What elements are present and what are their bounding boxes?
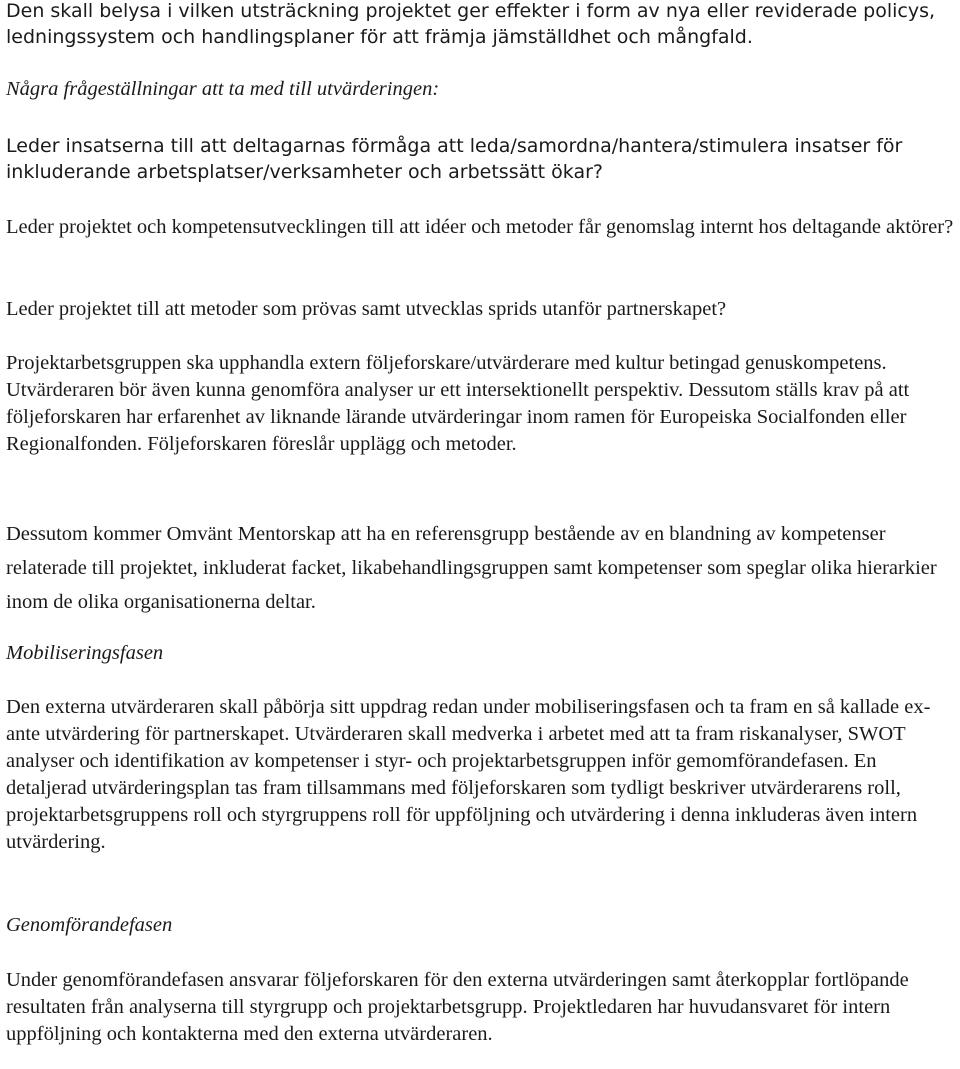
procurement-paragraph: Projektarbetsgruppen ska upphandla extern följeforskare/utvärderare med kultur betingad genuskompetens. Utvärderaren bör även kunna genomföra analyser ur ett intersektionellt perspektiv. Dessutom ställs krav på att följeforskaren har erfarenhet av liknande lärande utvärderingar inom ramen för Europeiska Socialfonden eller Regionalfonden. Följeforskaren föreslår upplägg och metoder. [6, 352, 910, 455]
question-1: Leder insatserna till att deltagarnas förmåga att leda/samordna/hantera/stimulera insatser för inkluderande arbetsplatser/verksamheter och arbetssätt ökar? [6, 135, 903, 183]
questions-heading: Några frågeställningar att ta med till utvärderingen: [6, 78, 440, 100]
intro-paragraph: Den skall belysa i vilken utsträckning projektet ger effekter i form av nya eller reviderade policys, ledningssystem och handlingsplaner för att främja jämställdhet och mångfald. [6, 0, 936, 48]
mobilization-heading: Mobiliseringsfasen [6, 642, 164, 664]
question-2: Leder projektet och kompetensutvecklingen till att idéer och metoder får genomslag internt hos deltagande aktörer? [6, 216, 954, 238]
implementation-heading: Genomförandefasen [6, 914, 173, 936]
implementation-paragraph: Under genomförandefasen ansvarar följeforskaren för den externa utvärderingen samt återkopplar fortlöpande resultaten från analyserna till styrgrupp och projektarbetsgrupp. Projektledaren har huvudansvaret för intern uppföljning och kontakterna med den externa utvärderaren. [6, 969, 909, 1045]
reference-group-paragraph: Dessutom kommer Omvänt Mentorskap att ha en referensgrupp bestående av en blandning av kompetenser relaterade till projektet, inkluderat facket, likabehandlingsgruppen samt kompetenser som speglar olika hierarkier inom de olika organisationerna deltar. [6, 523, 937, 613]
mobilization-paragraph: Den externa utvärderaren skall påbörja sitt uppdrag redan under mobiliseringsfasen och ta fram en så kallade ex-ante utvärdering för partnerskapet. Utvärderaren skall medverka i arbetet med att ta fram riskanalyser, SWOT analyser och identifikation av kompetenser i styr- och projektarbetsgruppen inför gemomförandefasen. En detaljerad utvärderingsplan tas fram tillsammans med följeforskaren som tydligt beskriver utvärderarens roll, projektarbetsgruppens roll och styrgruppens roll för uppföljning och utvärdering i denna inkluderas även intern utvärdering. [6, 696, 931, 853]
question-3: Leder projektet till att metoder som prövas samt utvecklas sprids utanför partnerskapet? [6, 298, 727, 320]
